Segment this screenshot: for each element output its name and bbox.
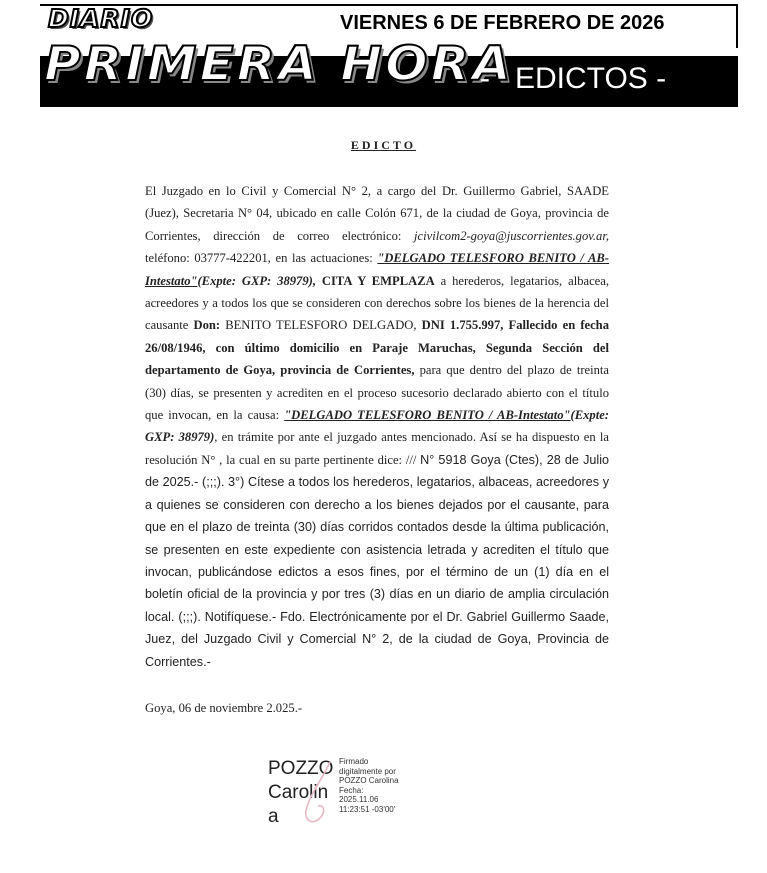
resolution-text: N° 5918 Goya (Ctes), 28 de Julio de 2025.- (;;;). 3°) Cítese a todos los herederos, legatarios, albaceas, acreedores y a quienes se consideren con derecho a los bienes dejados por el causante, para que en el plazo de treinta (30) días corridos contados desde la última publicación, se presenten en este expediente con asistencia letrada y acrediten el título que invocan, publicándose edictos a esos fines, por el término de un (1) día en el boletín oficial de la provincia y por tres (3) días en un diario de amplia circulación local. (;;;). Notifíquese.- Fdo. Electrónicamente por el Dr. Gabriel Guillermo Saade, Juez, del Juzgado Civil y Comercial N° 2, de la ciudad de Goya, Provincia de Corrientes.- <box>145 452 609 669</box>
signature-name: POZZO Carolin a <box>268 758 334 827</box>
body-text: , en trámite por ante el juzgado antes mencionado. Así se ha dispuesto en la resolución N° , la cual en su parte pertinente dice: /// <box>145 430 609 467</box>
document-body <box>145 180 609 673</box>
body-text: para que dentro del plazo de treinta (30) días, se presenten y acrediten en el proceso sucesorio declarado abierto con el título que invocan, en la causa: <box>145 363 609 423</box>
case-name: "DELGADO TELESFORO BENITO / AB-Intestato" <box>284 408 571 423</box>
logo-primera-hora: PRIMERA HORA <box>44 36 514 92</box>
case-name: "DELGADO TELESFORO BENITO / AB-Intestato" <box>145 251 609 288</box>
signature-metadata: Firmado digitalmente por POZZO Carolina Fecha: 2025.11.06 11:23:51 -03'00' <box>339 757 399 814</box>
logo-diario: DIARIO <box>48 4 154 33</box>
issue-date: VIERNES 6 DE FEBRERO DE 2026 <box>340 12 665 34</box>
don-label: Don: <box>193 318 221 333</box>
signature-stroke-icon <box>300 760 336 830</box>
body-text: teléfono: 03777-422201, en las actuaciones: <box>145 251 378 266</box>
document-title: EDICTO <box>350 138 417 152</box>
case-file: (Expte: GXP: 38979) <box>145 408 610 445</box>
deceased-name: BENITO TELESFORO DELGADO, <box>220 318 422 333</box>
body-text: El Juzgado en lo Civil y Comercial N° 2, a cargo del Dr. Guillermo Gabriel, SAADE (Juez), Secretaria N° 04, ubicado en calle Colón 671, de la ciudad de Goya, provincia de Corrientes, dirección de correo electrónico: <box>145 184 609 243</box>
case-file: (Expte: GXP: 38979), <box>197 273 316 288</box>
document-date: Goya, 06 de noviembre 2.025.- <box>145 701 303 715</box>
deceased-details: DNI 1.755.997, Fallecido en fecha 26/08/1946, con último domicilio en Paraje Maruchas, Segunda Sección del departamento de Goya, provincia de Corrientes, <box>145 318 609 378</box>
cita-emplaza: CITA Y EMPLAZA <box>315 273 435 288</box>
section-title: - EDICTOS - <box>480 62 667 95</box>
court-email: jcivilcom2-goya@juscorrientes.gov.ar, <box>414 228 609 243</box>
body-text: a herederos, legatarios, albacea, acreedores y a todos los que se consideren con derechos sobre los bienes de la herencia del causante <box>145 273 610 333</box>
